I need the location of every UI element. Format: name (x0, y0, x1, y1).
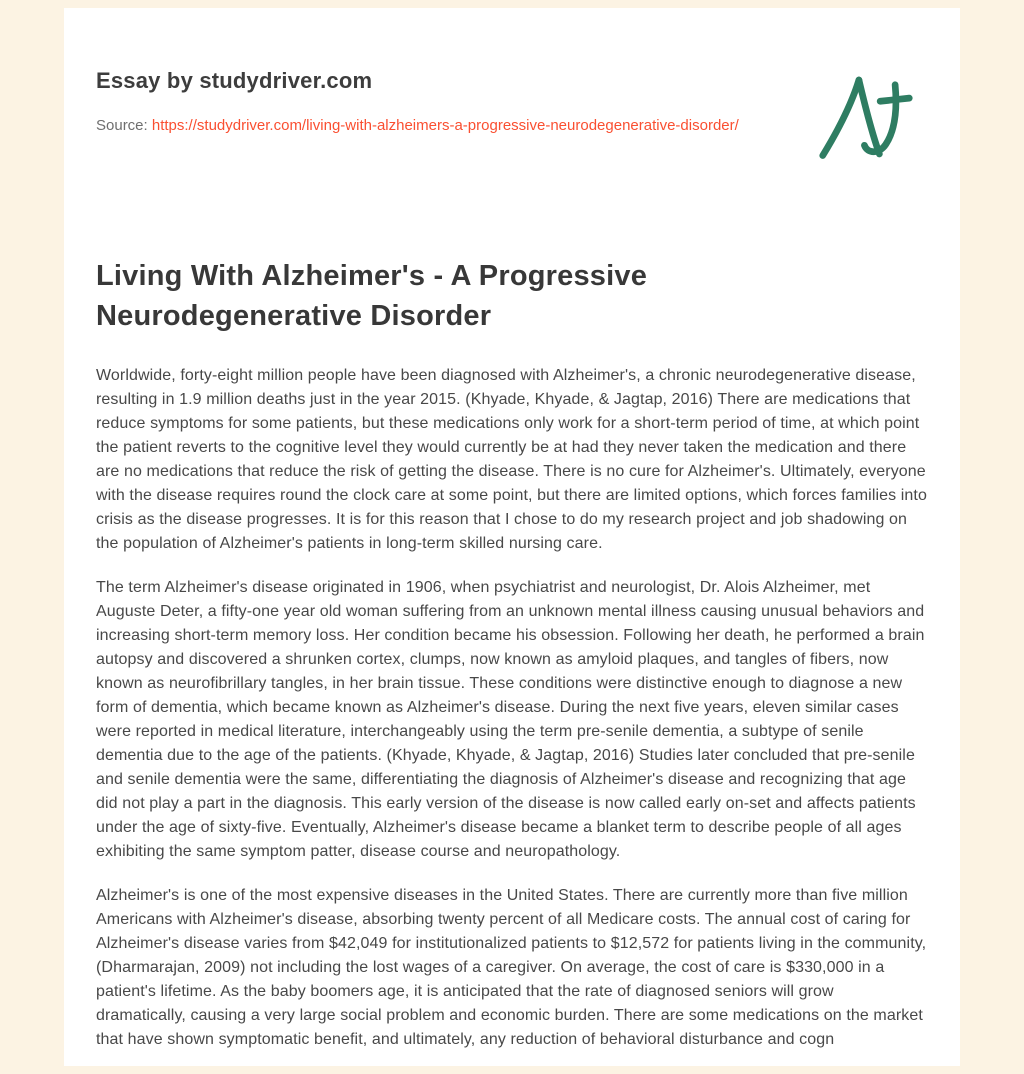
essay-paragraph-1: Worldwide, forty-eight million people have been diagnosed with Alzheimer's, a chronic neurodegenerative disease, resulting in 1.9 million deaths just in the year 2015. (Khyade, Khyade, & Jagtap, 2016) There are medications that reduce symptoms for some patients, but these medications only work for a short-term period of time, at which point the patient reverts to the cognitive level they would currently be at had they never taken the medication and there are no medications that reduce the risk of getting the disease. There is no cure for Alzheimer's. Ultimately, everyone with the disease requires round the clock care at some point, but there are limited options, which forces families into crisis as the disease progresses. It is for this reason that I chose to do my research project and job shadowing on the population of Alzheimer's patients in long-term skilled nursing care. (96, 367, 927, 552)
header-title: Essay by studydriver.com (96, 68, 373, 93)
essay-header (96, 68, 928, 160)
essay-card (64, 8, 960, 1066)
essay-title-line-2: Neurodegenerative Disorder (96, 300, 492, 332)
essay-paragraph-2: The term Alzheimer's disease originated in 1906, when psychiatrist and neurologist, Dr. Alois Alzheimer, met Auguste Deter, a fifty-one year old woman suffering from an unknown mental illness causing unusual behaviors and increasing short-term memory loss. Her condition became his obsession. Following her death, he performed a brain autopsy and discovered a shrunken cortex, clumps, now known as amyloid plaques, and tangles of fibers, now known as neurofibrillary tangles, in her brain tissue. These conditions were distinctive enough to diagnose a new form of dementia, which became known as Alzheimer's disease. During the next five years, eleven similar cases were reported in medical literature, interchangeably using the term pre-senile dementia, a subtype of senile dementia due to the age of the patients. (Khyade, Khyade, & Jagtap, 2016) Studies later concluded that pre-senile and senile dementia were the same, differentiating the diagnosis of Alzheimer's disease and recognizing that age did not play a part in the diagnosis. This early version of the disease is now called early on-set and affects patients under the age of sixty-five. Eventually, Alzheimer's disease became a blanket term to describe people of all ages exhibiting the same symptom patter, disease course and neuropathology. (96, 579, 925, 860)
header-left (96, 68, 739, 140)
studydriver-logo-icon (818, 74, 914, 160)
essay-paragraph-3: Alzheimer's is one of the most expensive diseases in the United States. There are currently more than five million Americans with Alzheimer's disease, absorbing twenty percent of all Medicare costs. The annual cost of caring for Alzheimer's disease varies from $42,049 for institutionalized patients to $12,572 for patients living in the community, (Dharmarajan, 2009) not including the lost wages of a caregiver. On average, the cost of care is $330,000 in a patient's lifetime. As the baby boomers age, it is anticipated that the rate of diagnosed seniors will grow dramatically, causing a very large social problem and economic burden. There are some medications on the market that have shown symptomatic benefit, and ultimately, any reduction of behavioral disturbance and cogn (96, 887, 927, 1048)
source-line (96, 112, 739, 140)
essay-title-line-1: Living With Alzheimer's - A Progressive (96, 260, 648, 292)
essay-page-title (96, 256, 928, 336)
source-label: Source: (96, 117, 148, 134)
essay-body (96, 364, 928, 1052)
source-link[interactable]: https://studydriver.com/living-with-alzheimers-a-progressive-neurodegenerative-disorder/ (151, 117, 739, 134)
